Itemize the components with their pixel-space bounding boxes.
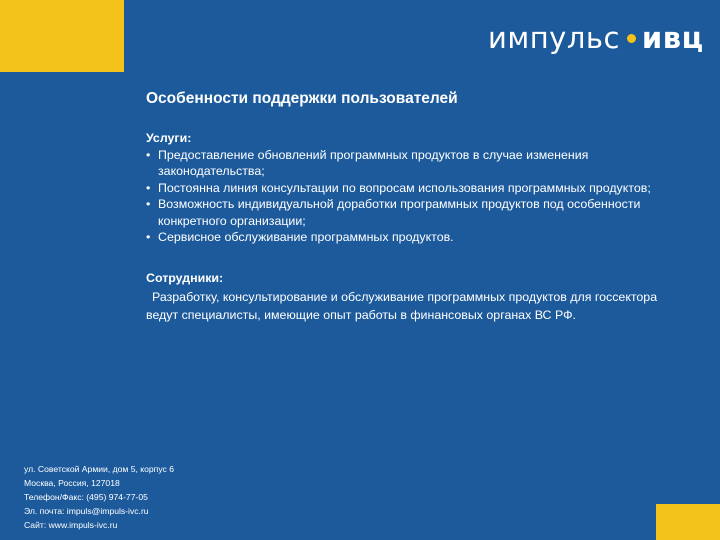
services-list bbox=[146, 147, 686, 246]
services-item: • Сервисное обслуживание программных продуктов. bbox=[146, 229, 686, 246]
staff-section bbox=[146, 270, 686, 325]
services-heading: Услуги: bbox=[146, 131, 192, 145]
contact-address: ул. Советской Армии, дом 5, корпус 6 bbox=[24, 464, 174, 474]
contact-email: Эл. почта: impuls@impuls-ivc.ru bbox=[24, 506, 149, 516]
contact-info bbox=[24, 462, 174, 532]
services-item: • Предоставление обновлений программных продуктов в случае изменения законодательства; bbox=[146, 147, 686, 180]
staff-text: Разработку, консультирование и обслуживание программных продуктов для госсектора ведут специалисты, имеющие опыт работы в финансовых органах ВС РФ. bbox=[146, 290, 658, 322]
slide-content bbox=[146, 130, 686, 324]
staff-heading: Сотрудники: bbox=[146, 270, 224, 285]
contact-city: Москва, Россия, 127018 bbox=[24, 478, 120, 488]
logo-text-part1: импульс bbox=[488, 21, 620, 55]
yellow-corner-top-left bbox=[0, 0, 124, 72]
slide-title: Особенности поддержки пользователей bbox=[146, 90, 458, 107]
services-item: • Постоянна линия консультации по вопросам использования программных продуктов; bbox=[146, 180, 686, 197]
contact-phone: Телефон/Факс: (495) 974-77-05 bbox=[24, 492, 148, 502]
services-item: • Возможность индивидуальной доработки программных продуктов под особенности конкретного организации; bbox=[146, 196, 686, 229]
company-logo bbox=[488, 18, 704, 58]
logo-text-part2: ивц bbox=[641, 21, 704, 55]
logo-dot bbox=[627, 34, 636, 43]
yellow-corner-bottom-right bbox=[656, 504, 720, 540]
contact-site: Сайт: www.impuls-ivc.ru bbox=[24, 520, 118, 530]
